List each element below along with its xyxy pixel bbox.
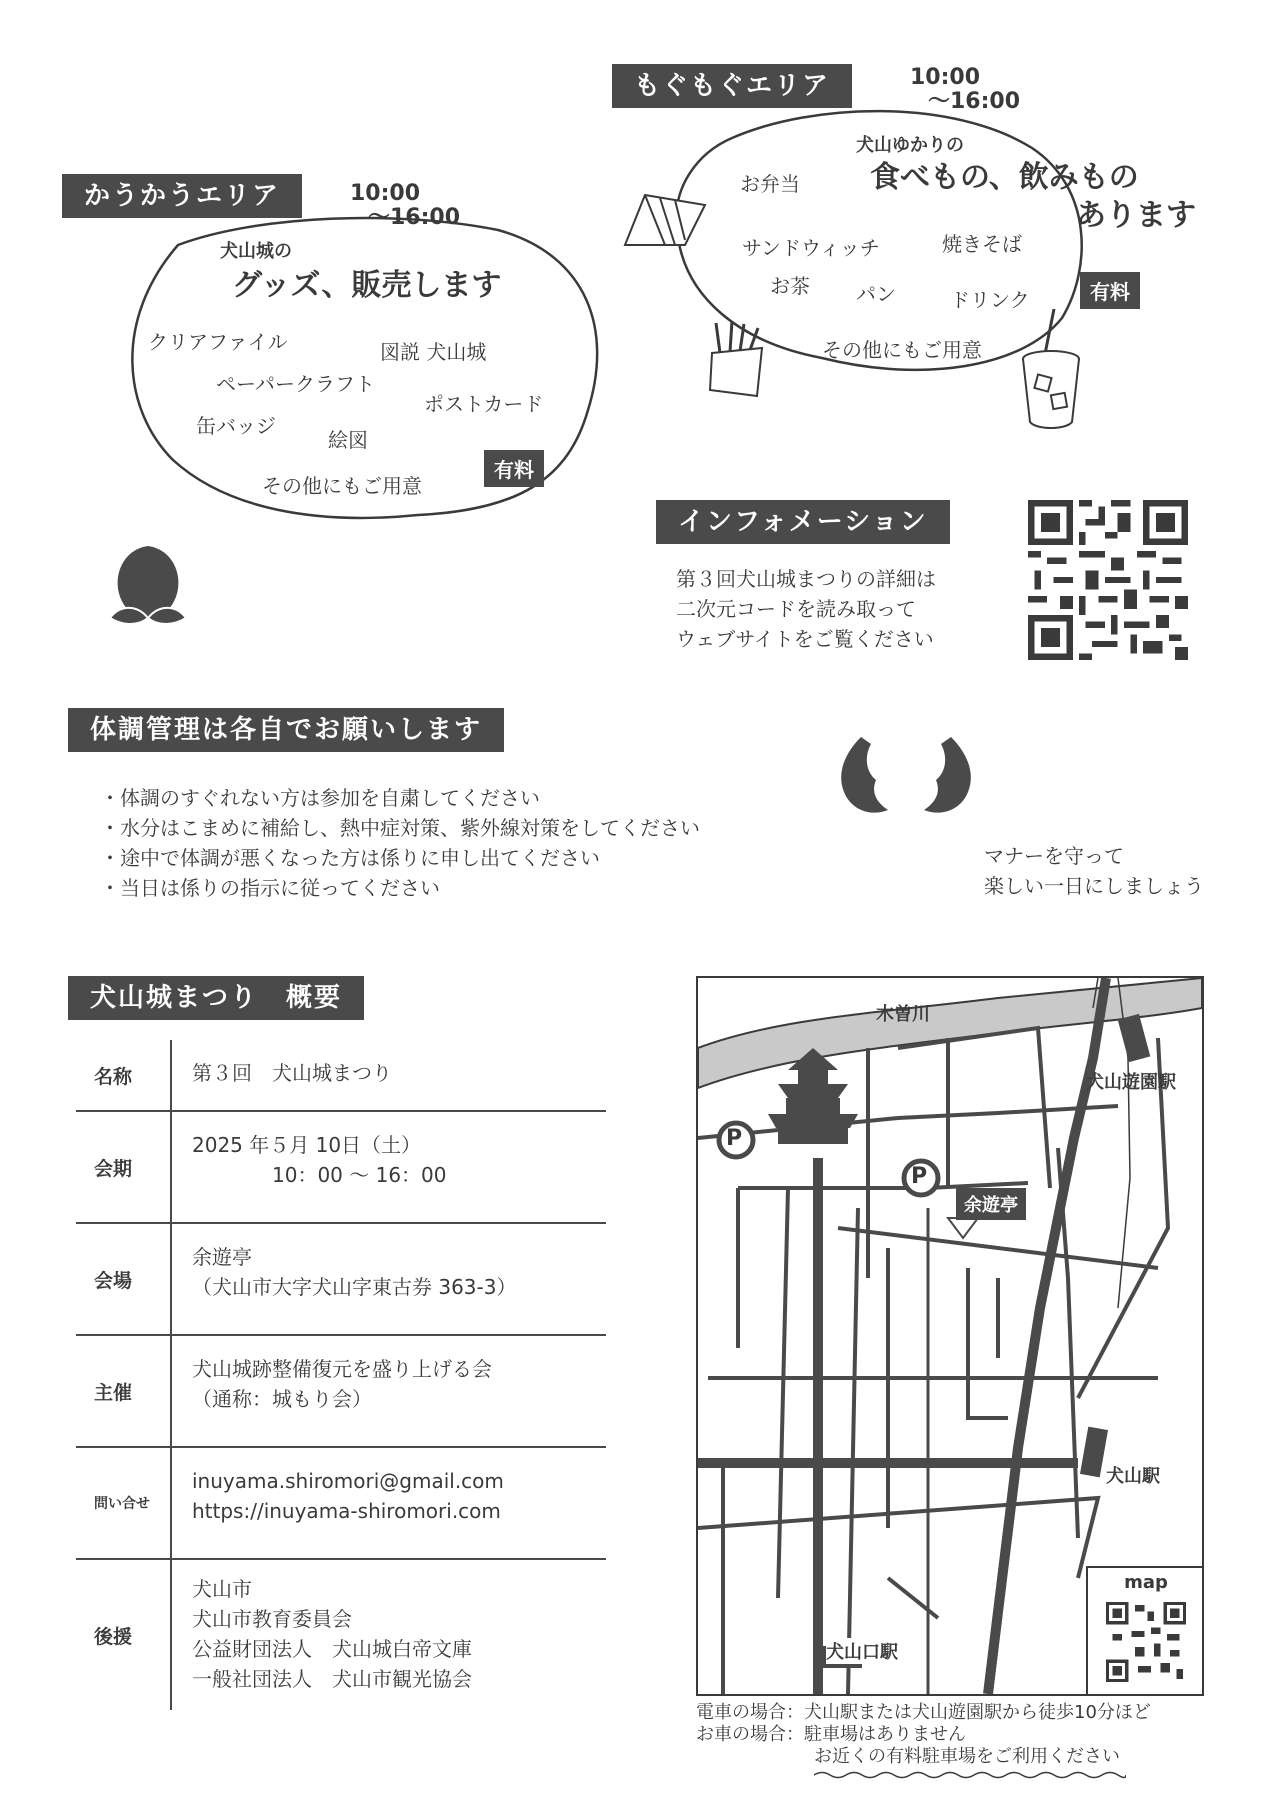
manner-line-1: マナーを守って bbox=[984, 844, 1124, 868]
mogumogu-subtitle: 犬山ゆかりの bbox=[856, 135, 964, 156]
website-qr-code[interactable] bbox=[1028, 500, 1188, 660]
mogumogu-headline-2: あります bbox=[1076, 198, 1196, 233]
access-car-1: お車の場合：駐車場はありません bbox=[696, 1724, 966, 1745]
kaukau-item-1: クリアファイル bbox=[148, 330, 288, 354]
health-title: 体調管理は各自でお願いします bbox=[68, 708, 504, 752]
mogumogu-item-3: 焼きそば bbox=[942, 232, 1022, 256]
access-train: 電車の場合：犬山駅または犬山遊園駅から徒歩10分ほど bbox=[696, 1702, 1151, 1723]
row-value: 余遊亭 bbox=[192, 1245, 252, 1269]
health-item-2: ・水分はこまめに補給し、熱中症対策、紫外線対策をしてください bbox=[100, 816, 700, 840]
station-yuen-label: 犬山遊園駅 bbox=[1086, 1072, 1176, 1093]
access-map bbox=[696, 976, 1204, 1696]
sandwich-icon bbox=[620, 190, 710, 250]
table-row bbox=[76, 1448, 606, 1560]
row-key: 後援 bbox=[76, 1560, 172, 1710]
kaukau-title: かうかうエリア bbox=[62, 174, 302, 218]
row-value: 犬山市 bbox=[192, 1577, 252, 1601]
mogumogu-paid-badge: 有料 bbox=[1080, 272, 1140, 309]
overview-title: 犬山城まつり 概要 bbox=[68, 976, 364, 1020]
row-key: 問い合せ bbox=[76, 1448, 172, 1558]
parking-marker-2: P bbox=[911, 1164, 928, 1189]
kaukau-subtitle: 犬山城の bbox=[220, 241, 292, 262]
river-label: 木曽川 bbox=[876, 1004, 930, 1025]
parking-marker-1: P bbox=[726, 1126, 743, 1151]
mogumogu-item-4: お茶 bbox=[770, 274, 810, 298]
info-line-1: 第３回犬山城まつりの詳細は bbox=[676, 567, 936, 591]
info-line-3: ウェブサイトをご覧ください bbox=[676, 627, 934, 651]
table-row bbox=[76, 1112, 606, 1224]
row-key: 主催 bbox=[76, 1336, 172, 1446]
row-value: 2025 年５月 10日（土） bbox=[192, 1133, 422, 1157]
row-value: 犬山市教育委員会 bbox=[192, 1607, 352, 1631]
kaukau-headline: グッズ、販売します bbox=[232, 268, 502, 303]
row-value: （通称：城もり会） bbox=[192, 1387, 372, 1411]
shachihoko-icon bbox=[826, 732, 986, 822]
kaukau-item-7: その他にもご用意 bbox=[262, 474, 422, 498]
station-inuyamaguchi-label: 犬山口駅 bbox=[826, 1638, 898, 1664]
kaukau-time-end: ～16:00 bbox=[368, 205, 461, 230]
mogumogu-title: もぐもぐエリア bbox=[612, 64, 852, 108]
mogumogu-time-start: 10:00 bbox=[910, 65, 981, 90]
kaukau-item-3: ペーパークラフト bbox=[216, 372, 375, 396]
access-car-2: お近くの有料駐車場をご利用ください bbox=[814, 1746, 1120, 1767]
row-value: 公益財団法人 犬山城白帝文庫 bbox=[192, 1637, 472, 1661]
mogumogu-item-1: お弁当 bbox=[740, 172, 800, 196]
kaukau-time-start: 10:00 bbox=[350, 181, 421, 206]
contact-email[interactable]: inuyama.shiromori@gmail.com bbox=[192, 1469, 504, 1493]
mogumogu-item-6: ドリンク bbox=[950, 288, 1030, 312]
mogumogu-item-5: パン bbox=[856, 282, 896, 306]
table-row bbox=[76, 1224, 606, 1336]
row-value: （犬山市大字犬山字東古券 363-3） bbox=[192, 1275, 517, 1299]
map-qr-label: map bbox=[1124, 1572, 1168, 1593]
map-qr-box bbox=[1086, 1566, 1204, 1696]
health-item-1: ・体調のすぐれない方は参加を自粛してください bbox=[100, 786, 540, 810]
row-key: 会期 bbox=[76, 1112, 172, 1222]
mogumogu-item-2: サンドウィッチ bbox=[742, 236, 880, 260]
kaukau-item-4: ポストカード bbox=[424, 392, 544, 416]
kaukau-item-5: 缶バッジ bbox=[196, 414, 276, 438]
row-key: 名称 bbox=[76, 1040, 172, 1110]
peach-icon bbox=[108, 538, 188, 628]
station-inuyama-label: 犬山駅 bbox=[1106, 1466, 1160, 1487]
row-value: 10：00 ～ 16：00 bbox=[192, 1163, 447, 1187]
overview-table bbox=[76, 1040, 606, 1710]
table-row bbox=[76, 1040, 606, 1112]
kaukau-paid-badge: 有料 bbox=[484, 450, 544, 487]
row-key: 会場 bbox=[76, 1224, 172, 1334]
wavy-underline bbox=[814, 1770, 1126, 1780]
table-row bbox=[76, 1560, 606, 1710]
mogumogu-time-end: ～16:00 bbox=[928, 89, 1021, 114]
row-value: 犬山城跡整備復元を盛り上げる会 bbox=[192, 1357, 492, 1381]
info-title: インフォメーション bbox=[656, 500, 950, 544]
mogumogu-item-7: その他にもご用意 bbox=[822, 338, 982, 362]
info-line-2: 二次元コードを読み取って bbox=[676, 597, 916, 621]
table-row bbox=[76, 1336, 606, 1448]
venue-marker: 余遊亭 bbox=[956, 1188, 1026, 1220]
row-value: 第３回 犬山城まつり bbox=[192, 1061, 392, 1085]
contact-url[interactable]: https://inuyama-shiromori.com bbox=[192, 1499, 501, 1523]
health-item-4: ・当日は係りの指示に従ってください bbox=[100, 876, 440, 900]
kaukau-item-2: 図説 犬山城 bbox=[380, 340, 487, 364]
drink-icon bbox=[1016, 304, 1086, 434]
row-value: 一般社団法人 犬山市観光協会 bbox=[192, 1667, 472, 1691]
fries-icon bbox=[702, 318, 772, 398]
map-qr-code[interactable] bbox=[1106, 1602, 1186, 1682]
manner-line-2: 楽しい一日にしましょう bbox=[984, 874, 1204, 898]
mogumogu-headline-1: 食べもの、飲みもの bbox=[870, 160, 1139, 195]
health-item-3: ・途中で体調が悪くなった方は係りに申し出てください bbox=[100, 846, 600, 870]
kaukau-item-6: 絵図 bbox=[328, 428, 368, 452]
